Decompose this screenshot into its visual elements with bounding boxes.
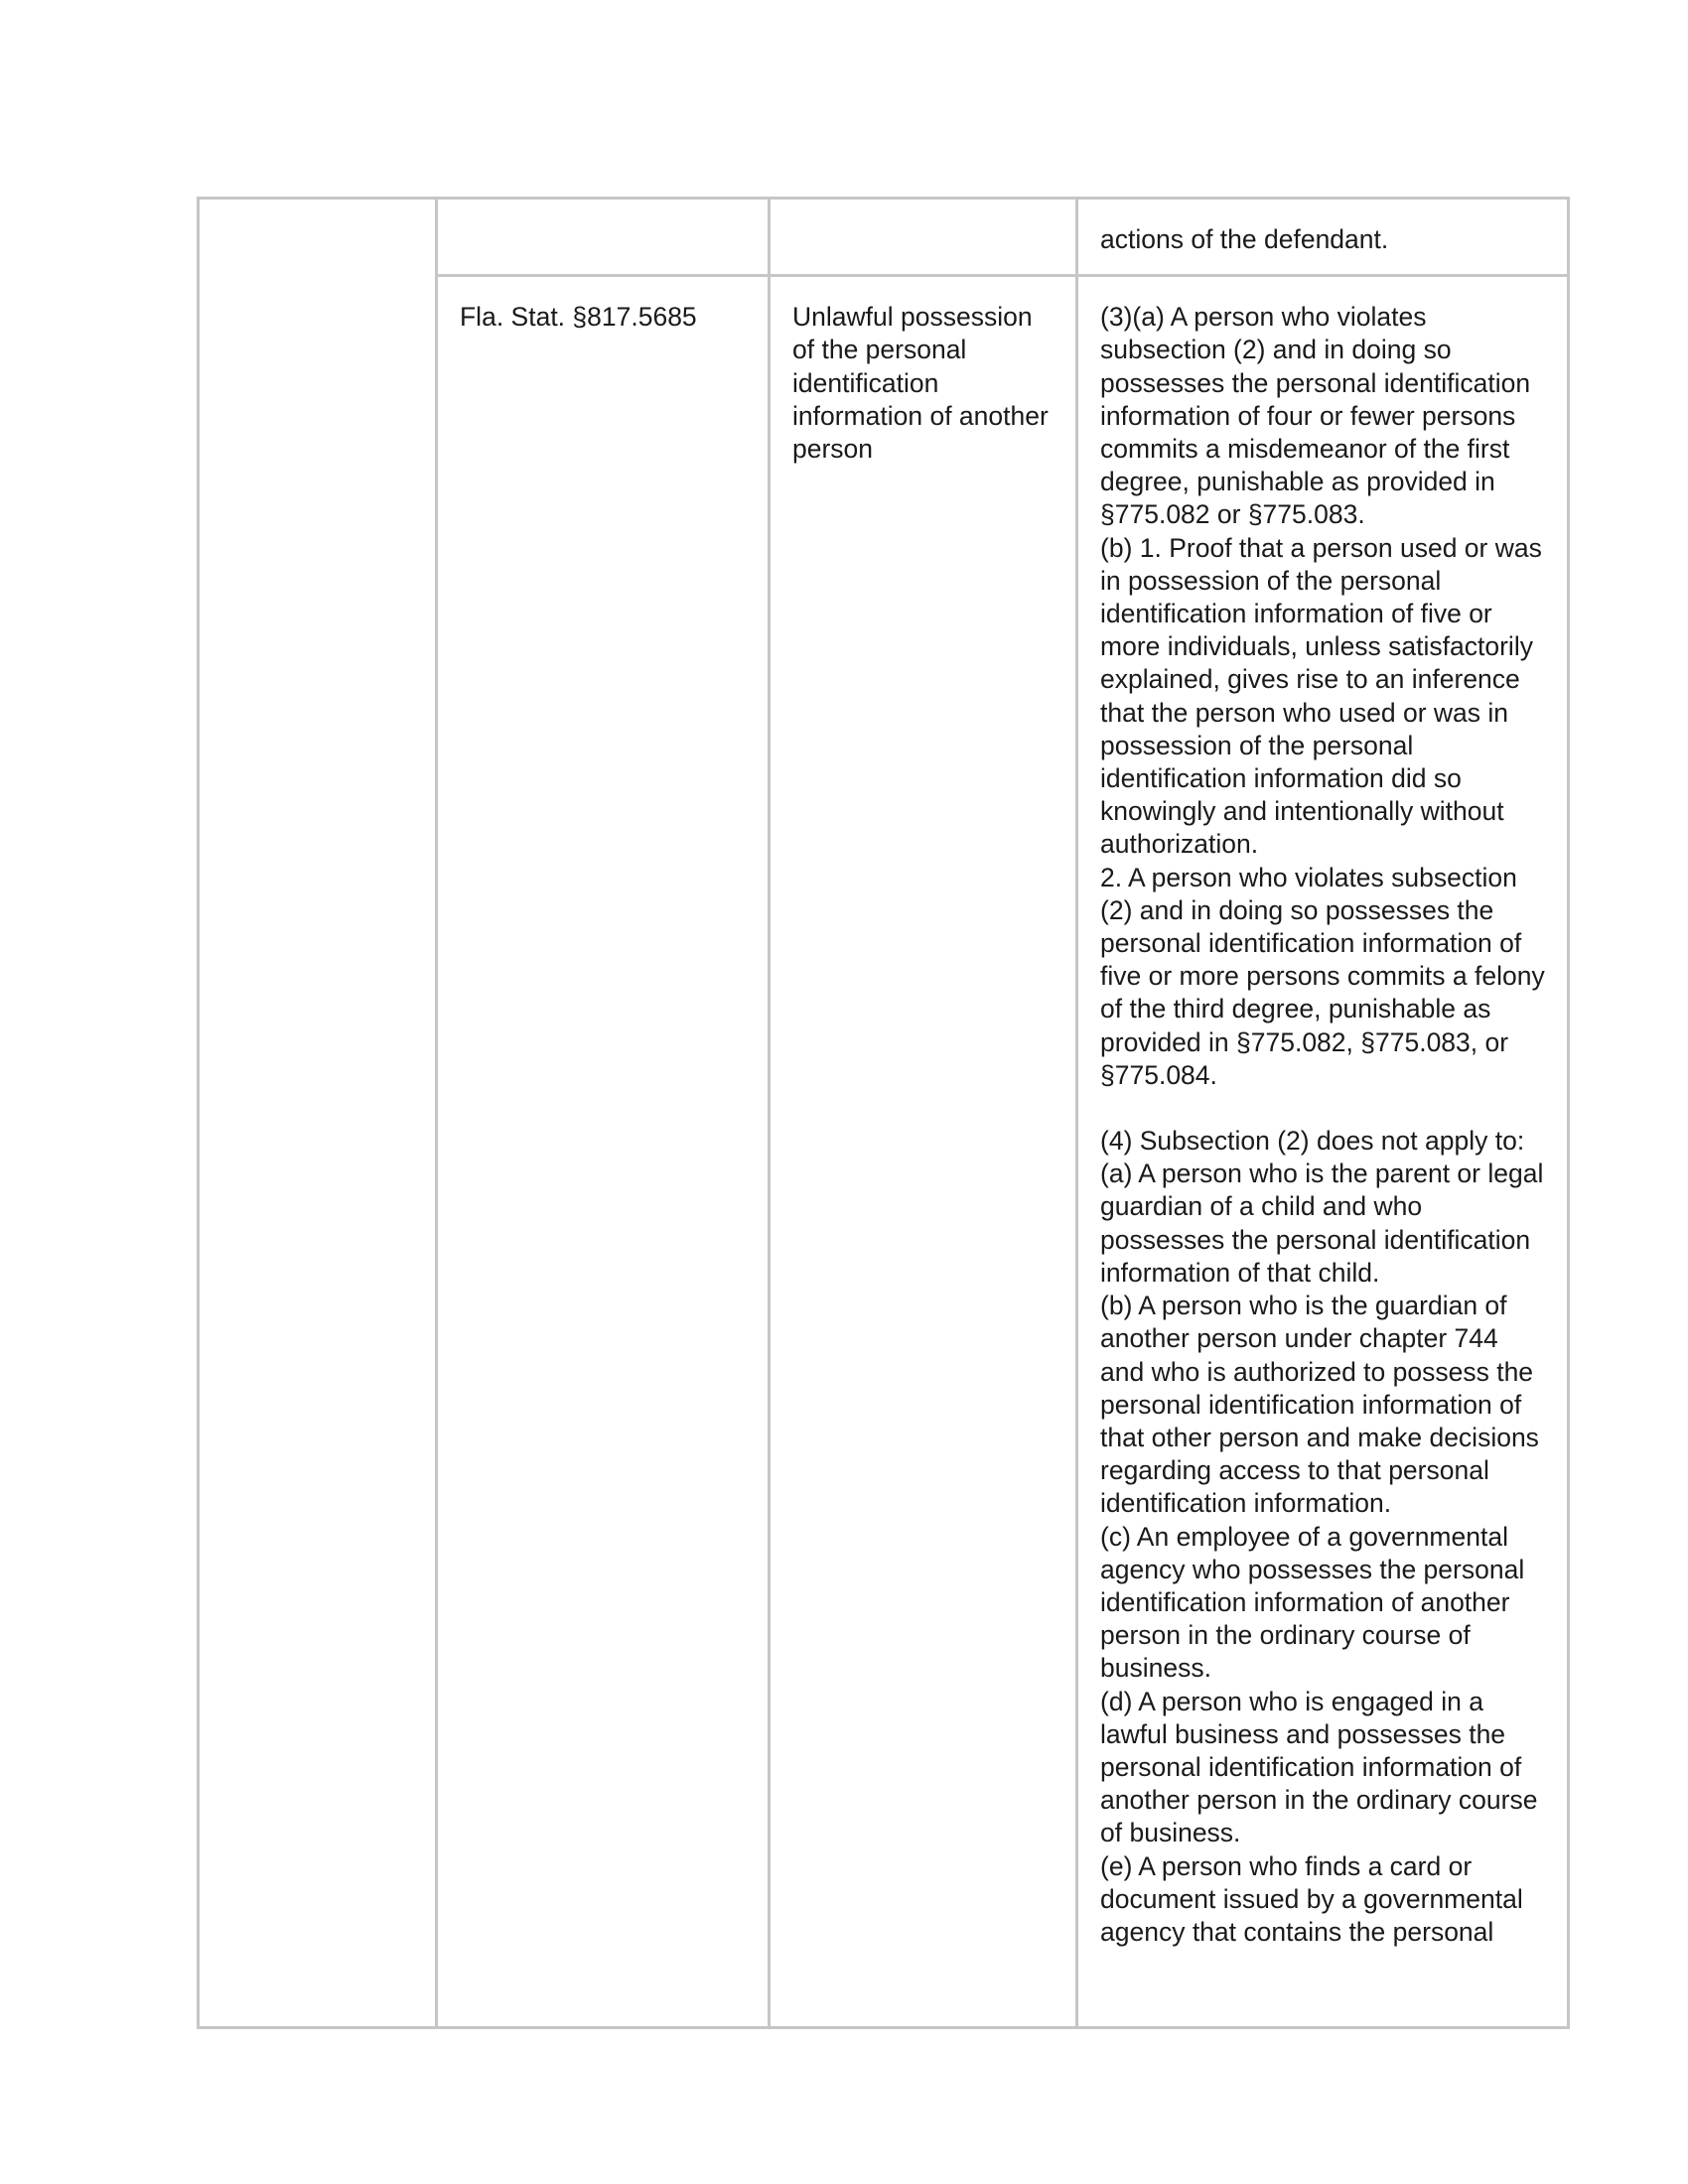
continued-text: actions of the defendant. [1100,224,1389,254]
paragraph-spacer [1100,1092,1547,1125]
table-cell-text-continued [1077,199,1569,276]
table-cell-statute-text [1077,276,1569,2028]
statute-paragraph: (b) A person who is the guardian of another person under chapter 744 and who is authorized to possess the personal identification information of that other person and make decisions regarding access to that personal identification information. [1100,1291,1547,1519]
table-cell-offense [770,276,1077,2028]
statute-paragraph: (4) Subsection (2) does not apply to: [1100,1126,1525,1157]
table-cell-category [199,199,437,2028]
statute-table [197,197,1570,2029]
statute-paragraph: 2. A person who violates subsection (2) and in doing so possesses the personal identification information of five or more persons commits a felony of the third degree, punishable as provided in §775.082, §775.083, or §775.084. [1100,862,1553,1090]
table-cell-statute [437,276,770,2028]
statute-paragraph: (d) A person who is engaged in a lawful business and possesses the personal identification information of another person in the ordinary course of business. [1100,1686,1545,1848]
statute-paragraph: (b) 1. Proof that a person used or was in possession of the personal identification information of five or more individuals, unless satisfactorily explained, gives rise to an inference that the person who used or was in possession of the personal identification information did so knowingly and intentionally without authorization. [1100,532,1550,860]
table-row [199,199,1569,276]
statute-citation: Fla. Stat. §817.5685 [460,302,697,333]
offense-description: Unlawful possession of the personal identification information of another person [792,302,1056,465]
statute-paragraph: (3)(a) A person who violates subsection (2) and in doing so possesses the personal identification information of four or fewer persons commits a misdemeanor of the first degree, punishable as provided in §775.082 or §775.083. [1100,302,1538,530]
table-cell-empty [770,199,1077,276]
table-cell-empty [437,199,770,276]
statute-paragraph: (a) A person who is the parent or legal guardian of a child and who possesses the personal identification information of that child. [1100,1159,1551,1288]
statute-paragraph: (c) An employee of a governmental agency who possesses the personal identification information of another person in the ordinary course of business. [1100,1521,1532,1684]
statute-paragraph: (e) A person who finds a card or document issued by a governmental agency that contains the personal [1100,1850,1531,1947]
